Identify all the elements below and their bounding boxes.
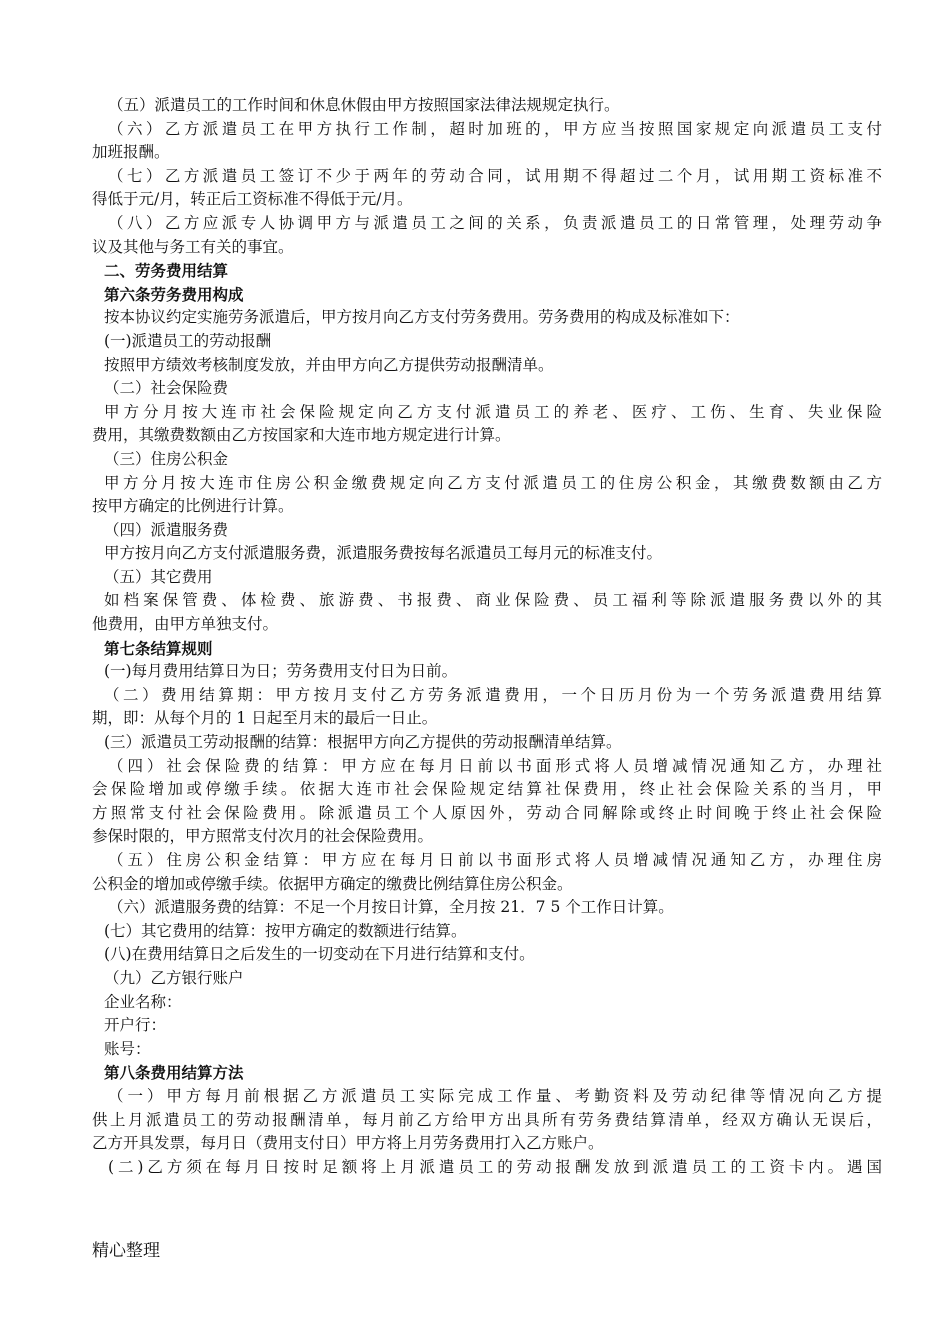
list-item-heading: （三）住房公积金 bbox=[104, 449, 229, 468]
paragraph-line: 期，即：从每个月的 1 日起至月末的最后一日止。 bbox=[92, 709, 438, 728]
paragraph-line: 加班报酬。 bbox=[92, 143, 170, 162]
list-item-heading: (一)派遣员工的劳动报酬 bbox=[104, 331, 272, 350]
paragraph-line: （七）乙方派遣员工签订不少于两年的劳动合同，试用期不得超过二个月，试用期工资标准不 bbox=[108, 166, 882, 185]
list-item-heading: （五）其它费用 bbox=[104, 567, 213, 586]
paragraph-line: （五）派遣员工的工作时间和休息休假由甲方按照国家法律法规规定执行。 bbox=[108, 96, 620, 114]
paragraph-line: 方照常支付社会保险费用。除派遣员工个人原因外，劳动合同解除或终止时间晚于终止社会保险 bbox=[92, 803, 882, 822]
paragraph-line: （八）乙方应派专人协调甲方与派遣员工之间的关系，负责派遣员工的日常管理，处理劳动争 bbox=[108, 213, 882, 232]
paragraph-line: (七）其它费用的结算：按甲方确定的数额进行结算。 bbox=[104, 921, 467, 940]
paragraph-line: 他费用，由甲方单独支付。 bbox=[92, 615, 279, 634]
footer-note: 精心整理 bbox=[92, 1241, 160, 1261]
paragraph-line: (一)每月费用结算日为日；劳务费用支付日为日前。 bbox=[104, 662, 458, 681]
section-heading: 二、劳务费用结算 bbox=[104, 261, 229, 281]
list-item-heading: （九）乙方银行账户 bbox=[104, 968, 244, 987]
bank-field-company-name: 企业名称： bbox=[104, 992, 182, 1011]
paragraph-line: 按甲方确定的比例进行计算。 bbox=[92, 497, 294, 516]
bank-field-bank: 开户行： bbox=[104, 1016, 167, 1035]
paragraph-line: （五）住房公积金结算：甲方应在每月日前以书面形式将人员增减情况通知乙方，办理住房 bbox=[108, 851, 882, 869]
paragraph-line: (八)在费用结算日之后发生的一切变动在下月进行结算和支付。 bbox=[104, 945, 535, 964]
paragraph-line: 费用，其缴费数额由乙方按国家和大连市地方规定进行计算。 bbox=[92, 426, 511, 445]
paragraph-line: 供上月派遣员工的劳动报酬清单，每月前乙方给甲方出具所有劳务费结算清单，经双方确认无误后， bbox=[92, 1110, 882, 1129]
paragraph-line: 参保时限的，甲方照常支付次月的社会保险费用。 bbox=[92, 827, 434, 846]
list-item-heading: （二）社会保险费 bbox=[104, 379, 229, 398]
paragraph-line: 甲方分月按大连市社会保险规定向乙方支付派遣员工的养老、医疗、工伤、生育、失业保险 bbox=[104, 402, 882, 421]
document-body bbox=[92, 94, 882, 1179]
paragraph-line: （六）派遣服务费的结算：不足一个月按日计算，全月按 21．7 5 个工作日计算。 bbox=[108, 898, 674, 917]
paragraph-line: （二）费用结算期：甲方按月支付乙方劳务派遣费用，一个日历月份为一个劳务派遣费用结算 bbox=[104, 685, 882, 704]
paragraph-line: （四）社会保险费的结算：甲方应在每月日前以书面形式将人员增减情况通知乙方，办理社 bbox=[108, 756, 882, 775]
article-heading: 第七条结算规则 bbox=[104, 638, 213, 658]
article-heading: 第八条费用结算方法 bbox=[104, 1063, 244, 1083]
paragraph-line: 公积金的增加或停缴手续。依据甲方确定的缴费比例结算住房公积金。 bbox=[92, 874, 573, 893]
paragraph-line: 按本协议约定实施劳务派遣后，甲方按月向乙方支付劳务费用。劳务费用的构成及标准如下： bbox=[104, 308, 740, 327]
paragraph-line: 乙方开具发票，每月日（费用支付日）甲方将上月劳务费用打入乙方账户。 bbox=[92, 1134, 604, 1153]
bank-field-account: 账号： bbox=[104, 1039, 151, 1058]
paragraph-line: 甲方按月向乙方支付派遣服务费，派遣服务费按每名派遣员工每月元的标准支付。 bbox=[104, 544, 663, 563]
paragraph-line: （一）甲方每月前根据乙方派遣员工实际完成工作量、考勤资料及劳动纪律等情况向乙方提 bbox=[108, 1086, 882, 1105]
paragraph-line: 如档案保管费、体检费、旅游费、书报费、商业保险费、员工福利等除派遣服务费以外的其 bbox=[104, 591, 882, 610]
paragraph-line: 甲方分月按大连市住房公积金缴费规定向乙方支付派遣员工的住房公积金，其缴费数额由乙方 bbox=[104, 473, 882, 492]
list-item-heading: （四）派遣服务费 bbox=[104, 520, 229, 539]
article-heading: 第六条劳务费用构成 bbox=[104, 284, 244, 304]
paragraph-line: 会保险增加或停缴手续。依据大连市社会保险规定结算社保费用，终止社会保险关系的当月，甲 bbox=[92, 780, 882, 799]
paragraph-line: (二)乙方须在每月日按时足额将上月派遣员工的劳动报酬发放到派遣员工的工资卡内。遇国 bbox=[108, 1157, 882, 1176]
paragraph-line: （六）乙方派遣员工在甲方执行工作制，超时加班的，甲方应当按照国家规定向派遣员工支付 bbox=[108, 119, 882, 138]
paragraph-line: 得低于元/月，转正后工资标准不得低于元/月。 bbox=[92, 190, 413, 209]
paragraph-line: (三）派遣员工劳动报酬的结算：根据甲方向乙方提供的劳动报酬清单结算。 bbox=[104, 733, 622, 752]
paragraph-line: 议及其他与务工有关的事宜。 bbox=[92, 237, 294, 256]
paragraph-line: 按照甲方绩效考核制度发放，并由甲方向乙方提供劳动报酬清单。 bbox=[104, 355, 554, 374]
